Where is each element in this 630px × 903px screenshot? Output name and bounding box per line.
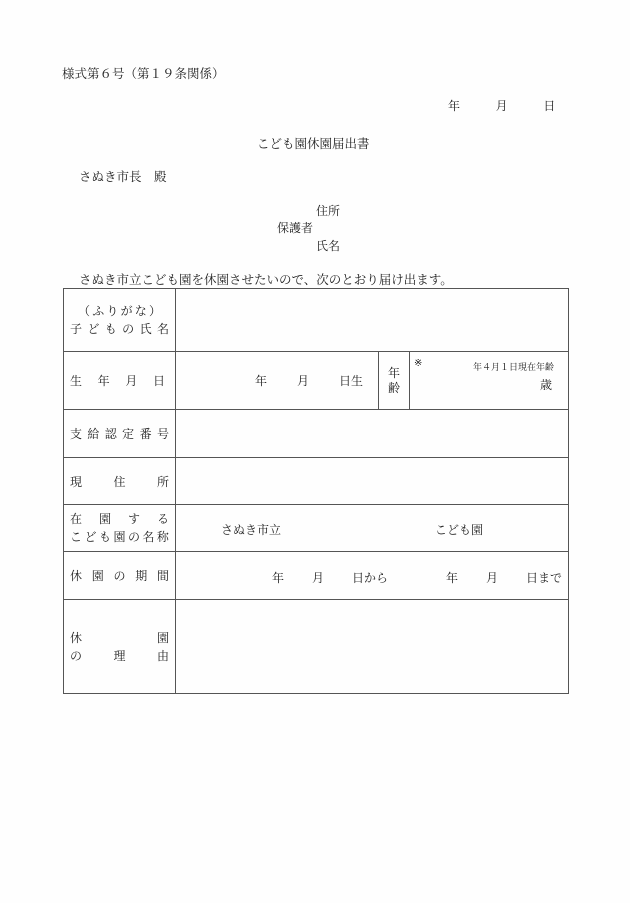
to-day-label: 日まで [526, 570, 563, 585]
date-day-label: 日 [543, 99, 556, 113]
birth-month-label: 月 [296, 374, 309, 388]
table-row-certification [64, 410, 569, 458]
from-month-label: 月 [312, 570, 325, 585]
kindergarten-name-field[interactable] [176, 505, 569, 552]
table-row-birthdate [64, 352, 569, 410]
table-row-period [64, 552, 569, 600]
table-row-address [64, 458, 569, 505]
from-year-label: 年 [272, 570, 285, 585]
from-day-label: 日から [352, 570, 389, 585]
closure-period-label: 休 園 の 期 間 [64, 552, 176, 600]
current-address-field[interactable] [176, 458, 569, 505]
table-row-child-name [64, 289, 569, 352]
note-mark: ※ [414, 357, 423, 369]
age-label: 年 齢 [379, 352, 410, 410]
child-name-text: 子 ど も の 氏 名 [70, 322, 169, 336]
certification-number-field[interactable] [176, 410, 569, 458]
child-name-label [64, 289, 176, 352]
age-field[interactable] [410, 352, 569, 410]
birth-year-label: 年 [254, 374, 267, 388]
birth-day-label: 日生 [338, 374, 363, 388]
date-year-label: 年 [448, 99, 461, 113]
addressee: さぬき市長 殿 [79, 169, 167, 184]
child-name-field[interactable] [176, 289, 569, 352]
birthdate-label: 生 年 月 日 [64, 352, 176, 410]
to-month-label: 月 [486, 570, 499, 585]
guardian-name-label: 氏名 [316, 239, 341, 253]
table-row-reason [64, 600, 569, 694]
document-title: こども園休園届出書 [257, 136, 370, 151]
birthdate-field[interactable] [176, 352, 379, 410]
kindergarten-suffix: こども園 [435, 522, 484, 537]
table-row-kindergarten [64, 505, 569, 552]
form-number: 様式第６号（第１９条関係） [62, 66, 225, 81]
furigana-label: （ ふ り が な ） [78, 304, 161, 318]
certification-number-label: 支 給 認 定 番 号 [64, 410, 176, 458]
age-unit-label: 歳 [540, 377, 553, 392]
closure-reason-field[interactable] [176, 600, 569, 694]
age-reference-note: 年４月１日現在年齢 [473, 362, 555, 373]
current-address-label: 現 住 所 [64, 458, 176, 505]
closure-period-field[interactable] [176, 552, 569, 600]
intro-text: さぬき市立こども園を休園させたいので、次のとおり届け出ます。 [79, 272, 453, 287]
kindergarten-name-label: 在 園 す る こ ど も 園 の 名 称 [64, 505, 176, 552]
submission-date [448, 97, 555, 114]
date-month-label: 月 [495, 99, 508, 113]
closure-reason-label: 休 園 の 理 由 [64, 600, 176, 694]
kindergarten-prefix: さぬき市立 [221, 522, 282, 537]
application-table [63, 288, 569, 694]
guardian-address-label: 住所 [316, 204, 341, 218]
guardian-label: 保護者 [277, 221, 314, 235]
to-year-label: 年 [446, 570, 459, 585]
